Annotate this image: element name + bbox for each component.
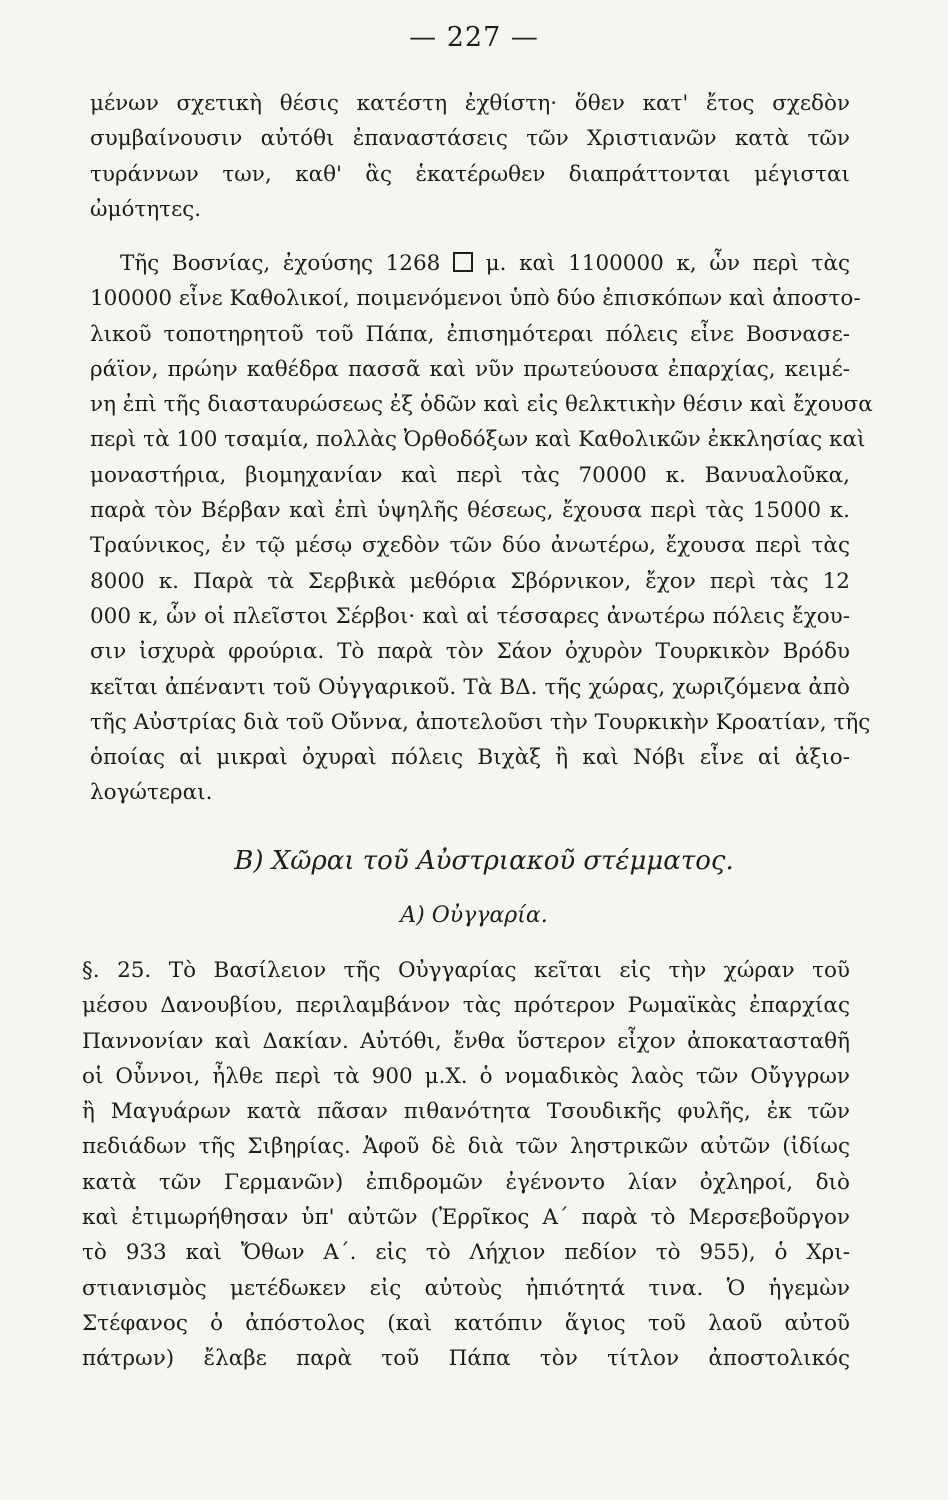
- text-segment: μ. καὶ 1100000 κ, ὧν περὶ τὰς: [485, 251, 851, 276]
- text-line: τῆς Αὐστρίας διὰ τοῦ Οὔννα, ἀποτελοῦσι τὴν Τουρκικὴν Κροατίαν, τῆς: [90, 709, 871, 735]
- square-mile-icon: [453, 252, 473, 272]
- text-line: 000 κ, ὧν οἱ πλεῖστοι Σέρβοι· καὶ αἱ τέσσαρες ἀνωτέρω πόλεις ἔχου-: [90, 603, 850, 629]
- text-line: καὶ ἐτιμωρήθησαν ὑπ' αὐτῶν (Ἐρρῖκος Α΄ παρὰ τὸ Μερσεβοῦργον: [82, 1205, 850, 1231]
- text-line: στιανισμὸς μετέδωκεν εἰς αὐτοὺς ἠπιότητά τινα. Ὁ ἡγεμὼν: [82, 1275, 850, 1301]
- text-line: πάτρων) ἔλαβε παρὰ τοῦ Πάπα τὸν τίτλον ἀποστολικός: [82, 1346, 850, 1372]
- text-line: παρὰ τὸν Βέρβαν καὶ ἐπὶ ὑψηλῆς θέσεως, ἔχουσα περὶ τὰς 15000 κ.: [90, 498, 850, 524]
- text-line: λικοῦ τοποτηρητοῦ τοῦ Πάπα, ἐπισημότεραι πόλεις εἶνε Βοσνασε-: [90, 321, 850, 347]
- text-line: πεδιάδων τῆς Σιβηρίας. Ἀφοῦ δὲ διὰ τῶν ληστρικῶν αὐτῶν (ἰδίως: [82, 1134, 850, 1160]
- text-line: 100000 εἶνε Καθολικοί, ποιμενόμενοι ὑπὸ δύο ἐπισκόπων καὶ ἀποστο-: [90, 286, 861, 312]
- text-line: τὸ 933 καὶ Ὄθων Α΄. εἰς τὸ Λήχιον πεδίον τὸ 955), ὁ Χρι-: [82, 1240, 850, 1266]
- text-line: μένων σχετικὴ θέσις κατέστη ἐχθίστη· ὅθεν κατ' ἔτος σχεδὸν: [90, 91, 850, 116]
- text-line: ἢ Μαγυάρων κατὰ πᾶσαν πιθανότητα Τσουδικῆς φυλῆς, ἐκ τῶν: [82, 1099, 850, 1125]
- text-line: Στέφανος ὁ ἀπόστολος (καὶ κατόπιν ἅγιος τοῦ λαοῦ αὐτοῦ: [82, 1310, 850, 1336]
- text-segment: Τῆς Βοσνίας, ἐχούσης 1268: [120, 251, 441, 276]
- text-line: λογώτεραι.: [90, 780, 213, 806]
- text-line: τυράννων των, καθ' ἃς ἑκατέρωθεν διαπράττονται μέγισται: [90, 161, 850, 187]
- text-line: 8000 κ. Παρὰ τὰ Σερβικὰ μεθόρια Σβόρνικον, ἔχον περὶ τὰς 12: [90, 568, 850, 594]
- text-line: §. 25. Τὸ Βασίλειον τῆς Οὐγγαρίας κεῖται εἰς τὴν χώραν τοῦ: [82, 958, 850, 983]
- text-line: ράϊον, πρώην καθέδρα πασσᾶ καὶ νῦν πρωτεύουσα ἐπαρχίας, κειμέ-: [90, 356, 850, 382]
- text-line: μέσου Δανουβίου, περιλαμβάνον τὰς πρότερον Ρωμαϊκὰς ἐπαρχίας: [82, 993, 850, 1019]
- text-line: νη ἐπὶ τῆς διασταυρώσεως ἐξ ὁδῶν καὶ εἰς θελκτικὴν θέσιν καὶ ἔχουσα: [90, 392, 873, 418]
- text-line: οἱ Οὖννοι, ἦλθε περὶ τὰ 900 μ.Χ. ὁ νομαδικὸς λαὸς τῶν Οὔγγρων: [82, 1063, 850, 1089]
- text-line: Τραύνικος, ἐν τῷ μέσῳ σχεδὸν τῶν δύο ἀνωτέρω, ἔχουσα περὶ τὰς: [90, 533, 850, 559]
- paragraph-hungary: [82, 953, 850, 1377]
- text-line: κατὰ τῶν Γερμανῶν) ἐπιδρομῶν ἐγένοντο λίαν ὀχληροί, διὸ: [82, 1169, 850, 1195]
- subsection-heading: A) Οὐγγαρία.: [400, 903, 548, 928]
- text-line: μοναστήρια, βιομηχανίαν καὶ περὶ τὰς 70000 κ. Βανυαλοῦκα,: [90, 462, 850, 488]
- text-line: σιν ἰσχυρὰ φρούρια. Τὸ παρὰ τὸν Σάον ὀχυρὸν Τουρκικὸν Βρόδυ: [90, 639, 850, 665]
- text-line: Παννονίαν καὶ Δακίαν. Αὐτόθι, ἔνθα ὕστερον εἶχον ἀποκατασταθῆ: [82, 1028, 850, 1054]
- paragraph-bosnia: [90, 246, 873, 811]
- text-line: συμβαίνουσιν αὐτόθι ἐπαναστάσεις τῶν Χριστιανῶν κατὰ τῶν: [90, 126, 850, 152]
- section-heading: B) Χῶραι τοῦ Αὐστριακοῦ στέμματος.: [234, 846, 734, 876]
- text-line: [90, 246, 850, 281]
- page-number: — 227 —: [409, 22, 539, 53]
- text-line: ὠμότητες.: [90, 196, 202, 222]
- text-line: ὁποίας αἱ μικραὶ ὀχυραὶ πόλεις Βιχὰξ ἢ καὶ Νόβι εἶνε αἱ ἀξιο-: [90, 745, 850, 771]
- paragraph-intro: [90, 86, 850, 227]
- text-line: περὶ τὰ 100 τσαμία, πολλὰς Ὀρθοδόξων καὶ Καθολικῶν ἐκκλησίας καὶ: [90, 427, 866, 453]
- text-line: κεῖται ἀπέναντι τοῦ Οὐγγαρικοῦ. Τὰ ΒΔ. τῆς χώρας, χωριζόμενα ἀπὸ: [90, 674, 850, 700]
